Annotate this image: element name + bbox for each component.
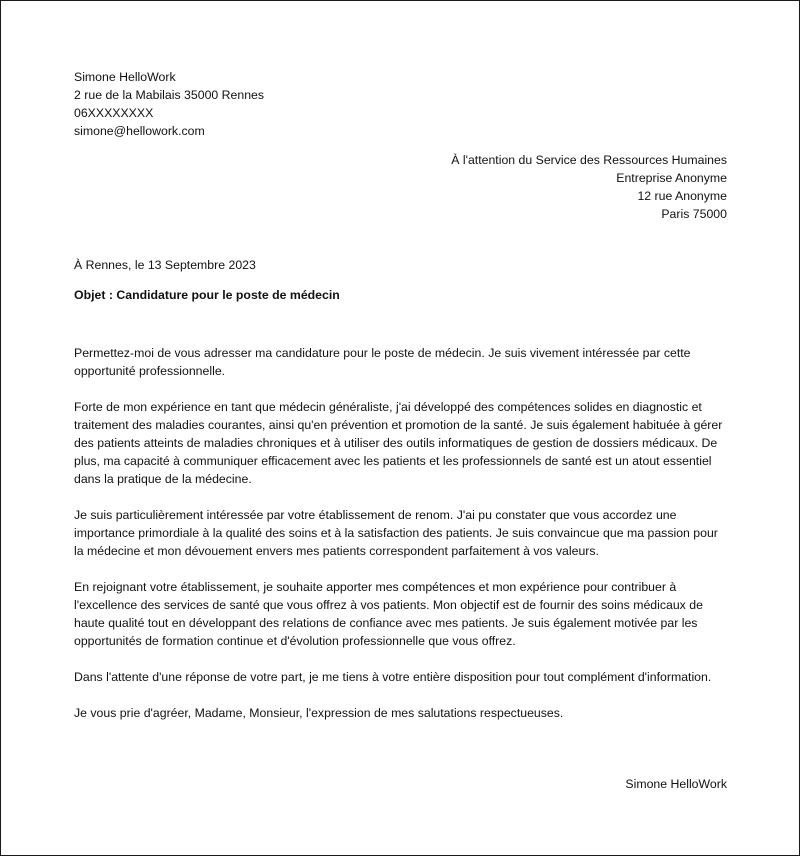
recipient-city: Paris 75000 — [661, 207, 727, 221]
recipient-company: Entreprise Anonyme — [616, 171, 727, 185]
paragraph-intro: Permettez-moi de vous adresser ma candidature pour le poste de médecin. Je suis vivement intéressée par cette opportunité professionnelle. — [74, 346, 691, 378]
sender-address: 2 rue de la Mabilais 35000 Rennes — [74, 88, 265, 102]
sender-block — [74, 68, 474, 140]
paragraph-closing: Je vous prie d'agréer, Madame, Monsieur, l'expression de mes salutations respectueuses. — [74, 706, 564, 720]
paragraph-motivation: Je suis particulièrement intéressée par votre établissement de renom. J'ai pu constater que vous accordez une importance primordiale à la qualité des soins et à la satisfaction des patients. Je suis convaincue que ma passion pour la médecine et mon dévouement envers mes patients correspondent parfaitement à vos valeurs. — [74, 508, 718, 558]
paragraph-availability: Dans l'attente d'une réponse de votre part, je me tiens à votre entière disposition pour tout complément d'information. — [74, 670, 712, 684]
sender-name: Simone HelloWork — [74, 70, 176, 84]
letter-body — [74, 344, 730, 740]
paragraph-contribution: En rejoignant votre établissement, je souhaite apporter mes compétences et mon expérience pour contribuer à l'excellence des services de santé que vous offrez à vos patients. Mon objectif est de fournir des soins médicaux de haute qualité tout en développant des relations de confiance avec mes patients. Je suis également motivée par les opportunités de formation continue et d'évolution professionnelle que vous offrez. — [74, 580, 703, 648]
signature: Simone HelloWork — [625, 777, 727, 791]
subject-line: Objet : Candidature pour le poste de médecin — [74, 288, 340, 302]
recipient-attention: À l'attention du Service des Ressources Humaines — [451, 153, 727, 167]
recipient-block — [227, 151, 727, 223]
sender-email: simone@hellowork.com — [74, 124, 205, 138]
recipient-street: 12 rue Anonyme — [637, 189, 727, 203]
sender-phone: 06XXXXXXXX — [74, 106, 154, 120]
paragraph-experience: Forte de mon expérience en tant que médecin généraliste, j'ai développé des compétences solides en diagnostic et traitement des maladies courantes, ainsi qu'en prévention et promotion de la santé. Je suis également habituée à gérer des patients atteints de maladies chroniques et à utiliser des outils informatiques de gestion de dossiers médicaux. De plus, ma capacité à communiquer efficacement avec les patients et les professionnels de santé est un atout essentiel dans la pratique de la médecine. — [74, 400, 723, 486]
place-date: À Rennes, le 13 Septembre 2023 — [74, 258, 256, 272]
